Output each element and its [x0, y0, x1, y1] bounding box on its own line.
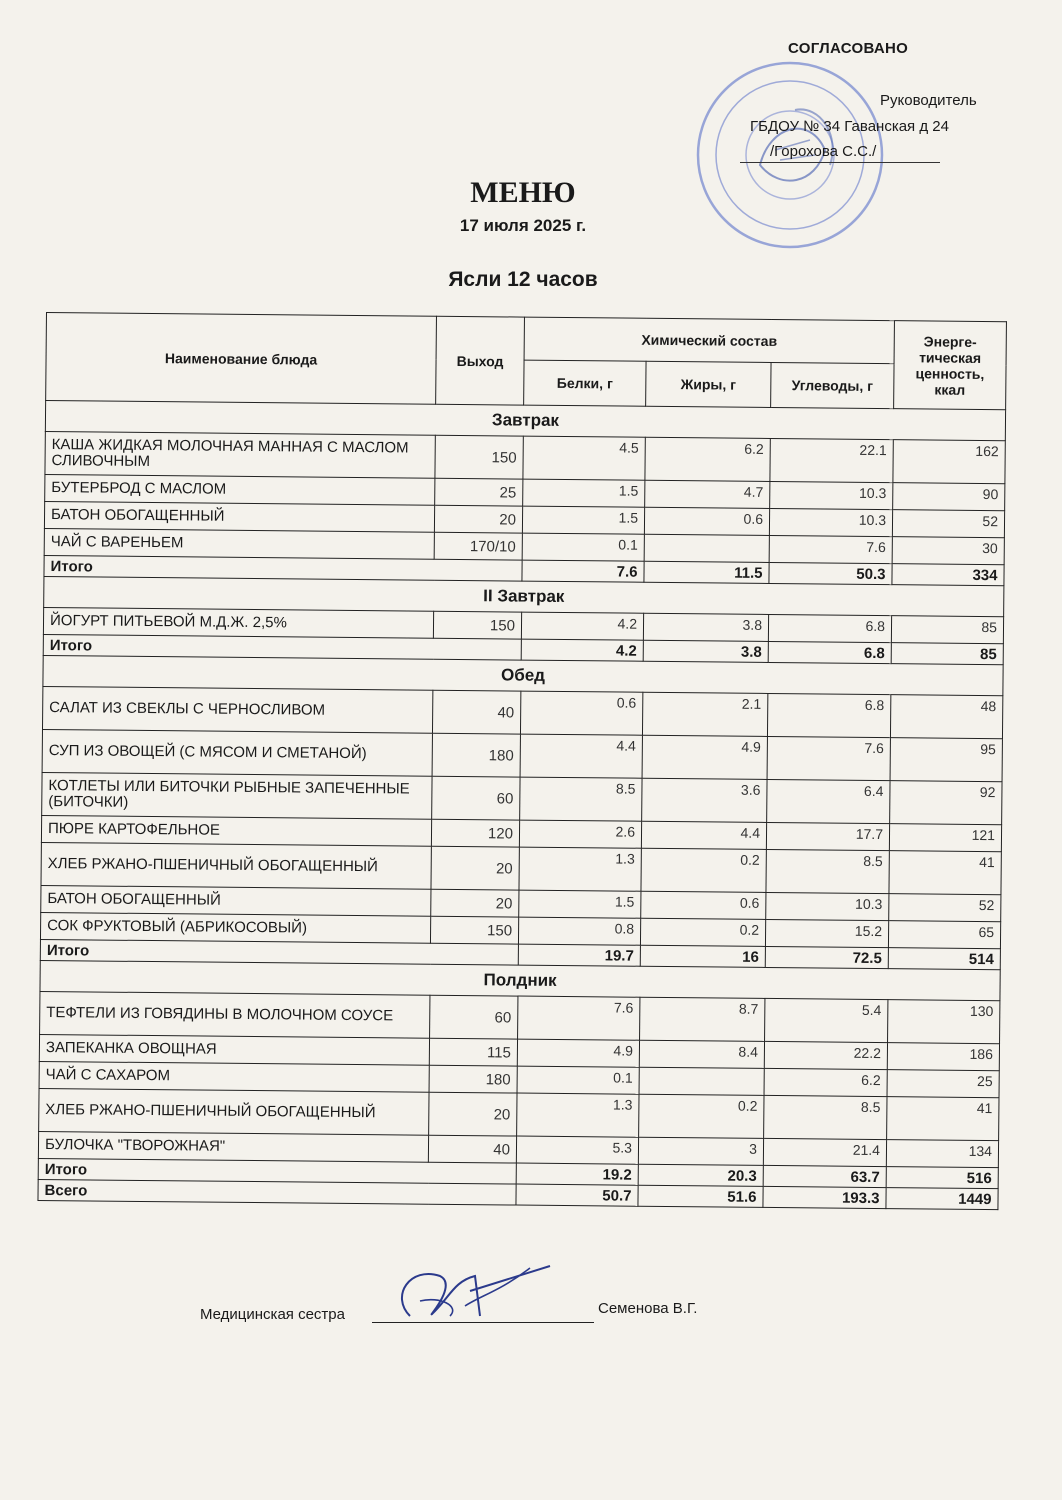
dish-carbs: 8.5: [766, 849, 889, 893]
dish-carbs: 22.2: [764, 1041, 887, 1069]
dish-fat: 0.6: [644, 507, 769, 535]
header-output: Выход: [436, 316, 525, 405]
total-energy: 516: [886, 1167, 998, 1189]
dish-fat: 8.4: [639, 1040, 764, 1068]
dish-fat: 0.6: [641, 891, 766, 919]
nurse-label: Медицинская сестра: [200, 1306, 345, 1323]
total-energy: 334: [892, 564, 1004, 586]
approval-role: Руководитель: [880, 92, 977, 109]
dish-energy: 25: [887, 1070, 999, 1098]
dish-carbs: 6.8: [767, 693, 890, 737]
grand-fat: 51.6: [638, 1185, 763, 1207]
grand-energy: 1449: [886, 1188, 998, 1210]
header-chemical: Химический состав: [524, 317, 894, 364]
total-protein: 4.2: [521, 639, 643, 661]
dish-energy: 121: [889, 824, 1001, 852]
dish-name: БУТЕРБРОД С МАСЛОМ: [45, 474, 435, 505]
dish-energy: 85: [891, 616, 1003, 644]
dish-protein: 4.9: [517, 1039, 639, 1067]
header-protein: Белки, г: [524, 360, 646, 406]
header-energy: Энерге-тическая ценность, ккал: [894, 321, 1007, 410]
dish-output: 180: [429, 1065, 517, 1093]
dish-carbs: 10.3: [769, 508, 892, 536]
dish-output: 25: [435, 478, 523, 506]
dish-output: 170/10: [434, 532, 522, 560]
dish-protein: 1.5: [523, 479, 645, 507]
dish-fat: [644, 534, 769, 562]
dish-carbs: 15.2: [765, 919, 888, 947]
dish-energy: 41: [889, 851, 1001, 895]
approval-name: /Горохова С.С./: [770, 143, 877, 160]
dish-output: 120: [431, 819, 519, 847]
dish-output: 180: [432, 733, 520, 777]
total-protein: 19.2: [516, 1163, 638, 1185]
dish-protein: 1.5: [519, 890, 641, 918]
handwritten-signature: [380, 1256, 560, 1336]
nurse-name: Семенова В.Г.: [598, 1300, 698, 1317]
total-protein: 7.6: [522, 560, 644, 582]
dish-protein: 1.3: [519, 847, 641, 891]
dish-fat: 3.6: [642, 778, 767, 822]
dish-fat: 0.2: [640, 918, 765, 946]
approval-title: СОГЛАСОВАНО: [788, 40, 909, 57]
total-fat: 3.8: [643, 640, 768, 662]
dish-output: 20: [431, 889, 519, 917]
dish-carbs: 7.6: [769, 535, 892, 563]
menu-table-body: [38, 401, 1006, 1210]
dish-name: ЗАПЕКАНКА ОВОЩНАЯ: [39, 1034, 429, 1065]
total-protein: 19.7: [518, 944, 640, 966]
dish-fat: 4.9: [642, 735, 767, 779]
menu-table-wrapper: [37, 312, 1005, 1210]
section-title: Обед: [43, 655, 1003, 695]
dish-protein: 2.6: [519, 820, 641, 848]
dish-protein: 1.3: [517, 1093, 639, 1137]
dish-name: ЙОГУРТ ПИТЬЕВОЙ М.Д.Ж. 2,5%: [43, 607, 433, 638]
nurse-signature-line: [372, 1322, 594, 1323]
dish-output: 60: [430, 995, 518, 1039]
dish-protein: 4.5: [523, 436, 645, 480]
dish-carbs: 17.7: [766, 822, 889, 850]
section-title: Полдник: [40, 960, 1000, 1000]
dish-name: ХЛЕБ РЖАНО-ПШЕНИЧНЫЙ ОБОГАЩЕННЫЙ: [39, 1088, 429, 1135]
dish-name: КОТЛЕТЫ ИЛИ БИТОЧКИ РЫБНЫЕ ЗАПЕЧЕННЫЕ (БИТОЧКИ): [42, 772, 432, 819]
dish-energy: 41: [887, 1097, 999, 1141]
dish-energy: 48: [890, 695, 1002, 739]
dish-carbs: 7.6: [767, 736, 890, 780]
dish-carbs: 21.4: [763, 1138, 886, 1166]
grand-total-label: Всего: [38, 1179, 516, 1205]
total-label: Итого: [40, 939, 518, 965]
dish-output: 20: [429, 1092, 517, 1136]
dish-name: ХЛЕБ РЖАНО-ПШЕНИЧНЫЙ ОБОГАЩЕННЫЙ: [41, 842, 431, 889]
dish-protein: 0.8: [518, 917, 640, 945]
dish-carbs: 22.1: [770, 438, 893, 482]
dish-carbs: 10.3: [766, 892, 889, 920]
dish-energy: 65: [888, 921, 1000, 949]
dish-carbs: 6.2: [764, 1068, 887, 1096]
dish-fat: 3: [638, 1137, 763, 1165]
dish-name: СУП ИЗ ОВОЩЕЙ (С МЯСОМ И СМЕТАНОЙ): [42, 729, 432, 776]
total-fat: 11.5: [644, 561, 769, 583]
menu-table: [37, 312, 1006, 1210]
dish-fat: 0.2: [641, 848, 766, 892]
dish-energy: 134: [886, 1140, 998, 1168]
total-label: Итого: [38, 1158, 516, 1184]
dish-protein: 8.5: [520, 777, 642, 821]
header-dish-name: Наименование блюда: [46, 313, 437, 405]
dish-carbs: 6.4: [767, 779, 890, 823]
group-title: Ясли 12 часов: [448, 268, 598, 291]
dish-energy: 95: [890, 738, 1002, 782]
dish-output: 115: [429, 1038, 517, 1066]
dish-output: 40: [428, 1135, 516, 1163]
dish-protein: 0.1: [517, 1066, 639, 1094]
header-fat: Жиры, г: [646, 361, 771, 407]
dish-energy: 52: [889, 894, 1001, 922]
dish-output: 150: [433, 611, 521, 639]
dish-energy: 130: [888, 1000, 1000, 1044]
dish-carbs: 6.8: [768, 614, 891, 642]
dish-fat: 8.7: [640, 997, 765, 1041]
approval-org: ГБДОУ № 34 Гаванская д 24: [750, 118, 949, 135]
dish-output: 150: [435, 435, 523, 479]
dish-protein: 4.2: [521, 612, 643, 640]
dish-protein: 1.5: [522, 506, 644, 534]
dish-output: 60: [432, 776, 520, 820]
total-label: Итого: [43, 634, 521, 660]
dish-name: БУЛОЧКА "ТВОРОЖНАЯ": [38, 1131, 428, 1162]
dish-energy: 186: [887, 1043, 999, 1071]
dish-energy: 162: [893, 440, 1005, 484]
dish-output: 20: [431, 846, 519, 890]
header-carbs: Углеводы, г: [771, 362, 894, 408]
dish-fat: 4.4: [641, 821, 766, 849]
dish-output: 20: [434, 505, 522, 533]
dish-fat: 4.7: [645, 480, 770, 508]
grand-carbs: 193.3: [763, 1186, 886, 1208]
menu-date: 17 июля 2025 г.: [459, 216, 587, 235]
dish-output: 40: [432, 690, 520, 734]
section-title: II Завтрак: [44, 576, 1004, 616]
dish-name: СОК ФРУКТОВЫЙ (АБРИКОСОВЫЙ): [40, 912, 430, 943]
dish-energy: 52: [892, 510, 1004, 538]
total-energy: 85: [891, 643, 1003, 665]
dish-energy: 92: [890, 781, 1002, 825]
dish-name: САЛАТ ИЗ СВЕКЛЫ С ЧЕРНОСЛИВОМ: [42, 686, 432, 733]
page-title: МЕНЮ: [470, 176, 576, 209]
grand-protein: 50.7: [516, 1184, 638, 1206]
dish-name: ТЕФТЕЛИ ИЗ ГОВЯДИНЫ В МОЛОЧНОМ СОУСЕ: [40, 991, 430, 1038]
total-label: Итого: [44, 555, 522, 581]
dish-fat: 6.2: [645, 437, 770, 481]
dish-protein: 7.6: [518, 996, 640, 1040]
total-carbs: 6.8: [768, 641, 891, 663]
section-title: Завтрак: [45, 401, 1005, 441]
approval-signature-line: [740, 162, 940, 163]
dish-fat: [639, 1067, 764, 1095]
dish-fat: 0.2: [639, 1094, 764, 1138]
dish-carbs: 10.3: [770, 481, 893, 509]
dish-energy: 30: [892, 537, 1004, 565]
dish-carbs: 5.4: [765, 998, 888, 1042]
total-carbs: 72.5: [765, 946, 888, 968]
total-fat: 16: [640, 945, 765, 967]
dish-name: ЧАЙ С ВАРЕНЬЕМ: [44, 528, 434, 559]
dish-name: КАША ЖИДКАЯ МОЛОЧНАЯ МАННАЯ С МАСЛОМ СЛИВОЧНЫМ: [45, 431, 435, 478]
dish-name: ЧАЙ С САХАРОМ: [39, 1061, 429, 1092]
total-carbs: 50.3: [769, 562, 892, 584]
dish-name: ПЮРЕ КАРТОФЕЛЬНОЕ: [41, 815, 431, 846]
dish-protein: 4.4: [520, 734, 642, 778]
dish-fat: 2.1: [642, 692, 767, 736]
dish-name: БАТОН ОБОГАЩЕННЫЙ: [44, 501, 434, 532]
dish-protein: 0.6: [520, 691, 642, 735]
dish-energy: 90: [893, 483, 1005, 511]
dish-carbs: 8.5: [764, 1095, 887, 1139]
total-energy: 514: [888, 948, 1000, 970]
dish-fat: 3.8: [643, 613, 768, 641]
dish-name: БАТОН ОБОГАЩЕННЫЙ: [41, 885, 431, 916]
total-carbs: 63.7: [763, 1165, 886, 1187]
dish-protein: 5.3: [516, 1136, 638, 1164]
total-fat: 20.3: [638, 1164, 763, 1186]
dish-protein: 0.1: [522, 533, 644, 561]
dish-output: 150: [430, 916, 518, 944]
